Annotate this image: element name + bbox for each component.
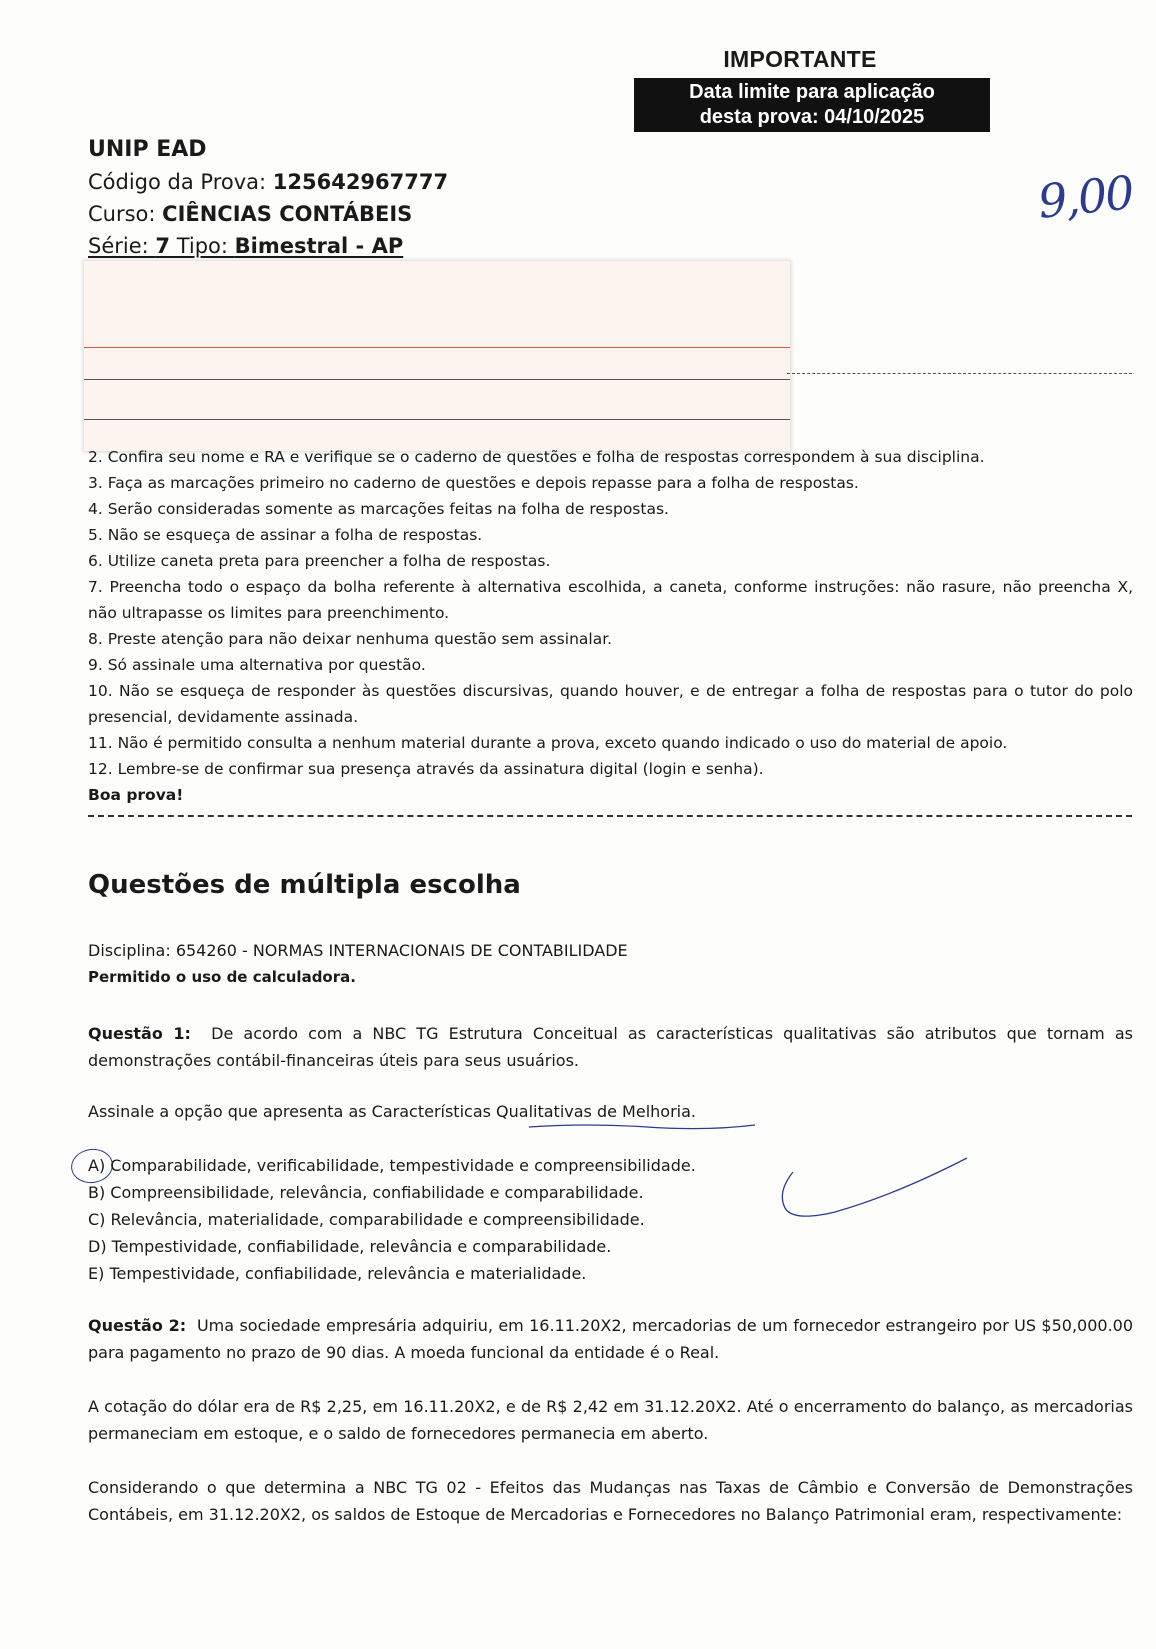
instruction-item: 5. Não se esqueça de assinar a folha de respostas. — [88, 526, 483, 544]
question-2 — [88, 1312, 1133, 1366]
sticker-red-line — [84, 347, 790, 348]
instruction-item: 3. Faça as marcações primeiro no caderno de questões e depois repasse para a folha de respostas. — [88, 474, 859, 492]
sticker-line — [84, 379, 790, 380]
good-luck: Boa prova! — [88, 786, 184, 804]
exam-header — [88, 134, 448, 262]
deadline-line-1: Data limite para aplicação — [689, 81, 935, 103]
deadline-box — [634, 78, 990, 132]
section-divider — [88, 815, 1132, 817]
question-1-options — [88, 1152, 696, 1287]
question-text: Uma sociedade empresária adquiriu, em 16.11.20X2, mercadorias de um fornecedor estrangeiro por US $50,000.00 para pagamento no prazo de 90 dias. A moeda funcional da entidade é o Real. — [88, 1316, 1134, 1362]
instruction-item: 12. Lembre-se de confirmar sua presença através da assinatura digital (login e senha). — [88, 760, 764, 778]
series-value: 7 — [155, 234, 171, 258]
instruction-item: 4. Serão consideradas somente as marcações feitas na folha de respostas. — [88, 500, 669, 518]
redaction-sticker — [83, 260, 791, 452]
option-c[interactable]: C) Relevância, materialidade, comparabilidade e compreensibilidade. — [88, 1210, 645, 1229]
instruction-item: 6. Utilize caneta preta para preencher a folha de respostas. — [88, 552, 551, 570]
exam-code-line — [88, 166, 448, 198]
deadline-line-2: desta prova: 04/10/2025 — [699, 106, 925, 128]
important-title: IMPORTANTE — [723, 46, 877, 72]
instruction-item: 2. Confira seu nome e RA e verifique se o caderno de questões e folha de respostas correspondem à sua disciplina. — [88, 448, 985, 466]
instructions-list — [88, 444, 1133, 808]
instruction-item: 10. Não se esqueça de responder às questões discursivas, quando houver, e de entregar a folha de respostas para o tutor do polo presencial, devidamente assinada. — [88, 682, 1133, 726]
course-name: CIÊNCIAS CONTÁBEIS — [162, 202, 413, 226]
question-2-paragraph: A cotação do dólar era de R$ 2,25, em 16.11.20X2, e de R$ 2,42 em 31.12.20X2. Até o encerramento do balanço, as mercadorias permaneciam em estoque, e o saldo de fornecedores permanecia em aberto. — [88, 1397, 1133, 1443]
exam-code: 125642967777 — [272, 170, 449, 194]
option-a[interactable]: A) Comparabilidade, verificabilidade, tempestividade e compreensibilidade. — [88, 1156, 696, 1175]
discipline-block — [88, 938, 628, 990]
type-value: Bimestral - AP — [234, 234, 404, 258]
instruction-item: 7. Preencha todo o espaço da bolha referente à alternativa escolhida, a caneta, conforme instruções: não rasure, não preencha X, não ultrapasse os limites para preenchimento. — [88, 578, 1133, 622]
series-label: Série: — [88, 234, 156, 258]
dashed-rule — [787, 373, 1132, 374]
section-title: Questões de múltipla escolha — [88, 870, 521, 900]
calculator-note: Permitido o uso de calculadora. — [88, 968, 356, 986]
question-label: Questão 2: — [88, 1316, 187, 1335]
option-e[interactable]: E) Tempestividade, confiabilidade, relevância e materialidade. — [88, 1264, 587, 1283]
question-text: De acordo com a NBC TG Estrutura Conceitual as características qualitativas são atributos que tornam as demonstrações contábil-financeiras úteis para seus usuários. — [88, 1024, 1134, 1070]
series-line — [88, 230, 448, 262]
sticker-line — [84, 419, 790, 420]
question-1-prompt: Assinale a opção que apresenta as Características Qualitativas de Melhoria. — [88, 1102, 696, 1121]
instruction-item: 9. Só assinale uma alternativa por questão. — [88, 656, 426, 674]
question-1 — [88, 1020, 1133, 1074]
handwritten-underline — [527, 1122, 757, 1130]
question-2-paragraph: Considerando o que determina a NBC TG 02 - Efeitos das Mudanças nas Taxas de Câmbio e Conversão de Demonstrações Contábeis, em 31.12.20X2, os saldos de Estoque de Mercadorias e Fornecedores no Balanço Patrimonial eram, respectivamente: — [88, 1478, 1133, 1524]
course-label: Curso: — [88, 202, 163, 226]
exam-code-label: Código da Prova: — [88, 170, 273, 194]
type-label: Tipo: — [170, 234, 235, 258]
course-line — [88, 198, 448, 230]
option-d[interactable]: D) Tempestividade, confiabilidade, relevância e comparabilidade. — [88, 1237, 612, 1256]
institution-name: UNIP EAD — [88, 137, 207, 162]
instruction-item: 11. Não é permitido consulta a nenhum material durante a prova, exceto quando indicado o uso do material de apoio. — [88, 734, 1008, 752]
handwritten-grade: 9,00 — [1035, 165, 1135, 229]
question-label: Questão 1: — [88, 1024, 191, 1043]
instruction-item: 8. Preste atenção para não deixar nenhuma questão sem assinalar. — [88, 630, 613, 648]
check-mark-icon — [775, 1150, 975, 1225]
discipline-name: Disciplina: 654260 - NORMAS INTERNACIONAIS DE CONTABILIDADE — [88, 941, 628, 960]
option-b[interactable]: B) Compreensibilidade, relevância, confiabilidade e comparabilidade. — [88, 1183, 644, 1202]
